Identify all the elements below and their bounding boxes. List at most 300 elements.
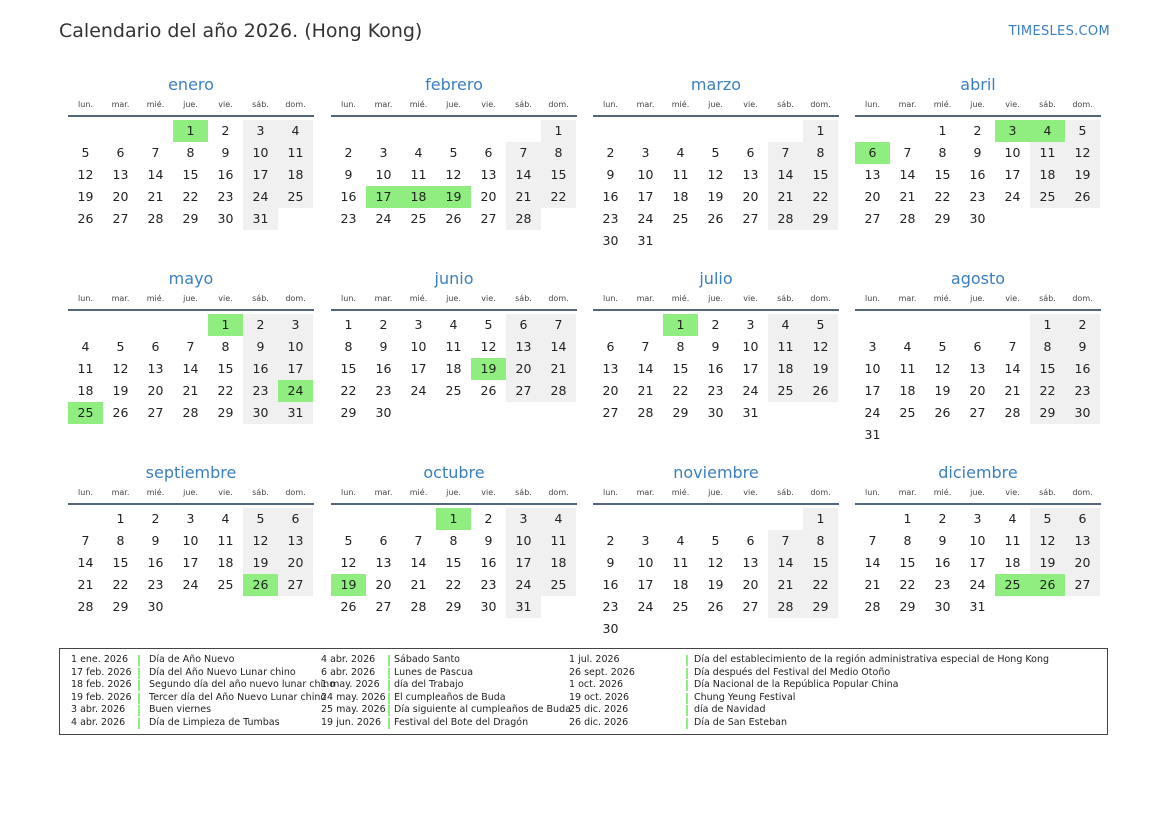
day-cell: 30 <box>217 211 234 226</box>
holiday-day-cell: 25 <box>995 574 1030 596</box>
empty-cell <box>138 120 173 142</box>
day-cell: 23 <box>147 577 164 592</box>
day-cell: 23 <box>1065 380 1100 402</box>
day-cell: 30 <box>480 599 497 614</box>
empty-cell <box>471 120 506 142</box>
day-cell: 4 <box>676 145 685 160</box>
month-mayo <box>68 268 314 424</box>
day-cell: 30 <box>1065 402 1100 424</box>
day-cell: 1 <box>116 511 125 526</box>
day-cell: 20 <box>742 189 759 204</box>
day-cell: 31 <box>742 405 759 420</box>
day-cell: 26 <box>77 211 94 226</box>
weekday-label: lun. <box>603 488 618 497</box>
day-cell: 9 <box>344 167 353 182</box>
day-cell: 4 <box>768 314 803 336</box>
day-cell: 6 <box>1065 508 1100 530</box>
day-cell: 27 <box>969 405 986 420</box>
day-cell: 28 <box>899 211 916 226</box>
weekday-label: lun. <box>341 488 356 497</box>
holiday-day-cell: 19 <box>471 358 506 380</box>
holiday-day-cell: 1 <box>208 314 243 336</box>
day-cell: 22 <box>112 577 129 592</box>
day-cell: 19 <box>803 358 838 380</box>
empty-cell <box>68 314 103 336</box>
holiday-date: 3 abr. 2026 <box>71 704 126 715</box>
day-cell: 17 <box>506 552 541 574</box>
day-cell: 26 <box>445 211 462 226</box>
holiday-marker <box>388 718 390 729</box>
day-cell: 12 <box>803 336 838 358</box>
brand-link[interactable]: TIMESLES.COM <box>1008 24 1110 39</box>
day-cell: 3 <box>506 508 541 530</box>
holiday-date: 4 abr. 2026 <box>71 716 126 728</box>
day-cell: 18 <box>672 189 689 204</box>
day-cell: 1 <box>903 511 912 526</box>
day-cell: 31 <box>864 427 881 442</box>
holiday-name: El cumpleaños de Buda <box>394 691 506 703</box>
day-cell: 8 <box>541 142 576 164</box>
month-name: abril <box>960 75 996 94</box>
weekday-label: jue. <box>446 488 461 497</box>
day-cell: 29 <box>112 599 129 614</box>
month-octubre <box>331 462 577 618</box>
day-cell: 20 <box>1065 552 1100 574</box>
day-grid <box>855 314 1101 446</box>
month-name: febrero <box>425 75 483 94</box>
day-cell: 5 <box>711 145 720 160</box>
holiday-marker <box>686 680 688 691</box>
day-cell: 19 <box>934 383 951 398</box>
day-cell: 24 <box>243 186 278 208</box>
weekday-label: lun. <box>603 100 618 109</box>
day-cell: 13 <box>969 361 986 376</box>
empty-cell <box>593 314 628 336</box>
holiday-marker <box>138 718 140 729</box>
day-cell: 5 <box>711 533 720 548</box>
day-cell: 11 <box>217 533 234 548</box>
day-cell: 12 <box>243 530 278 552</box>
day-cell: 28 <box>1004 405 1021 420</box>
weekday-label: sáb. <box>1039 294 1056 303</box>
month-name: diciembre <box>938 463 1018 482</box>
day-cell: 3 <box>243 120 278 142</box>
day-cell: 27 <box>742 211 759 226</box>
weekday-label: sáb. <box>777 488 794 497</box>
day-cell: 21 <box>637 383 654 398</box>
day-cell: 8 <box>344 339 353 354</box>
weekday-label: sáb. <box>777 294 794 303</box>
day-cell: 27 <box>602 405 619 420</box>
day-cell: 15 <box>541 164 576 186</box>
day-cell: 18 <box>899 383 916 398</box>
day-cell: 20 <box>480 189 497 204</box>
day-cell: 20 <box>278 552 313 574</box>
holiday-date: 25 dic. 2026 <box>569 704 629 715</box>
day-cell: 20 <box>864 189 881 204</box>
day-cell: 13 <box>278 530 313 552</box>
empty-cell <box>401 508 436 530</box>
day-cell: 30 <box>147 599 164 614</box>
day-cell: 24 <box>637 599 654 614</box>
empty-cell <box>401 120 436 142</box>
day-cell: 14 <box>77 555 94 570</box>
day-cell: 4 <box>676 533 685 548</box>
weekday-label: lun. <box>865 100 880 109</box>
day-cell: 22 <box>803 574 838 596</box>
day-cell: 28 <box>541 380 576 402</box>
weekday-label: jue. <box>708 488 723 497</box>
holiday-marker <box>138 668 140 679</box>
holiday-day-cell: 19 <box>436 186 471 208</box>
day-cell: 31 <box>278 402 313 424</box>
day-cell: 14 <box>637 361 654 376</box>
day-cell: 11 <box>278 142 313 164</box>
day-cell: 5 <box>344 533 353 548</box>
weekday-label: mié. <box>671 100 690 109</box>
day-cell: 18 <box>278 164 313 186</box>
day-cell: 14 <box>541 336 576 358</box>
day-cell: 15 <box>445 555 462 570</box>
weekday-header <box>331 485 577 505</box>
day-cell: 15 <box>112 555 129 570</box>
empty-cell <box>628 314 663 336</box>
day-cell: 19 <box>243 552 278 574</box>
day-cell: 5 <box>1030 508 1065 530</box>
day-cell: 3 <box>973 511 982 526</box>
day-cell: 16 <box>707 361 724 376</box>
day-cell: 19 <box>707 189 724 204</box>
day-cell: 15 <box>803 552 838 574</box>
day-cell: 22 <box>541 186 576 208</box>
page-title: Calendario del año 2026. (Hong Kong) <box>59 20 423 42</box>
day-cell: 13 <box>1065 530 1100 552</box>
weekday-label: dom. <box>810 488 831 497</box>
day-grid <box>593 314 839 424</box>
day-cell: 28 <box>768 208 803 230</box>
empty-cell <box>331 508 366 530</box>
day-cell: 10 <box>1004 145 1021 160</box>
weekday-label: dom. <box>548 488 569 497</box>
empty-cell <box>593 120 628 142</box>
empty-cell <box>628 120 663 142</box>
month-abril <box>855 74 1101 230</box>
day-cell: 10 <box>182 533 199 548</box>
weekday-label: vie. <box>218 100 233 109</box>
day-cell: 28 <box>506 208 541 230</box>
weekday-label: vie. <box>218 488 233 497</box>
day-cell: 7 <box>641 339 650 354</box>
day-cell: 11 <box>768 336 803 358</box>
month-name: agosto <box>950 269 1006 288</box>
weekday-label: jue. <box>970 100 985 109</box>
day-cell: 15 <box>934 167 951 182</box>
weekday-label: mar. <box>374 294 393 303</box>
day-cell: 11 <box>410 167 427 182</box>
day-cell: 29 <box>445 599 462 614</box>
holiday-date: 1 may. 2026 <box>321 679 380 690</box>
weekday-label: mar. <box>636 294 655 303</box>
day-cell: 29 <box>934 211 951 226</box>
weekday-label: jue. <box>708 100 723 109</box>
day-cell: 17 <box>864 383 881 398</box>
day-cell: 16 <box>375 361 392 376</box>
day-cell: 26 <box>112 405 129 420</box>
weekday-label: jue. <box>446 100 461 109</box>
empty-cell <box>890 314 925 336</box>
day-cell: 9 <box>606 555 615 570</box>
day-cell: 18 <box>1004 555 1021 570</box>
weekday-label: dom. <box>285 294 306 303</box>
day-cell: 28 <box>77 599 94 614</box>
day-cell: 9 <box>379 339 388 354</box>
holiday-day-cell: 3 <box>995 120 1030 142</box>
day-cell: 27 <box>278 574 313 596</box>
holiday-name: Día de Limpieza de Tumbas <box>149 716 280 728</box>
weekday-header <box>68 97 314 117</box>
empty-cell <box>593 508 628 530</box>
weekday-label: dom. <box>548 294 569 303</box>
day-cell: 2 <box>344 145 353 160</box>
day-cell: 10 <box>637 555 654 570</box>
weekday-label: mar. <box>374 100 393 109</box>
holiday-date: 25 may. 2026 <box>321 704 386 715</box>
day-cell: 12 <box>707 555 724 570</box>
day-cell: 23 <box>243 380 278 402</box>
day-cell: 20 <box>969 383 986 398</box>
day-cell: 16 <box>243 358 278 380</box>
day-grid <box>68 508 314 618</box>
day-cell: 2 <box>938 511 947 526</box>
empty-cell <box>925 314 960 336</box>
day-cell: 1 <box>541 120 576 142</box>
holiday-date: 19 feb. 2026 <box>71 691 132 703</box>
day-cell: 14 <box>768 164 803 186</box>
day-cell: 29 <box>217 405 234 420</box>
day-cell: 27 <box>147 405 164 420</box>
day-cell: 13 <box>742 167 759 182</box>
day-cell: 5 <box>116 339 125 354</box>
day-cell: 19 <box>707 577 724 592</box>
day-cell: 28 <box>864 599 881 614</box>
day-cell: 13 <box>742 555 759 570</box>
empty-cell <box>995 314 1030 336</box>
month-agosto <box>855 268 1101 446</box>
weekday-label: mar. <box>636 100 655 109</box>
day-cell: 4 <box>449 317 458 332</box>
weekday-label: sáb. <box>252 100 269 109</box>
month-name: enero <box>168 75 214 94</box>
day-cell: 17 <box>1004 167 1021 182</box>
weekday-label: sáb. <box>515 100 532 109</box>
day-cell: 17 <box>969 555 986 570</box>
day-grid <box>331 314 577 424</box>
day-cell: 6 <box>606 339 615 354</box>
empty-cell <box>960 314 995 336</box>
day-cell: 23 <box>602 211 619 226</box>
day-cell: 25 <box>768 380 803 402</box>
day-grid <box>593 508 839 640</box>
day-cell: 4 <box>221 511 230 526</box>
day-cell: 14 <box>410 555 427 570</box>
day-cell: 25 <box>445 383 462 398</box>
day-cell: 8 <box>903 533 912 548</box>
day-cell: 24 <box>182 577 199 592</box>
empty-cell <box>768 508 803 530</box>
weekday-header <box>855 291 1101 311</box>
day-cell: 6 <box>116 145 125 160</box>
day-grid <box>593 120 839 252</box>
day-cell: 8 <box>449 533 458 548</box>
day-cell: 17 <box>637 189 654 204</box>
weekday-label: dom. <box>1072 294 1093 303</box>
day-cell: 1 <box>344 317 353 332</box>
day-cell: 20 <box>375 577 392 592</box>
weekday-header <box>855 97 1101 117</box>
day-cell: 7 <box>186 339 195 354</box>
day-cell: 26 <box>1065 186 1100 208</box>
empty-cell <box>733 120 768 142</box>
month-name: marzo <box>690 75 742 94</box>
day-cell: 31 <box>969 599 986 614</box>
day-cell: 6 <box>151 339 160 354</box>
day-cell: 15 <box>340 361 357 376</box>
day-cell: 12 <box>480 339 497 354</box>
day-cell: 2 <box>711 317 720 332</box>
weekday-header <box>593 291 839 311</box>
day-cell: 15 <box>217 361 234 376</box>
day-cell: 14 <box>506 164 541 186</box>
empty-cell <box>663 120 698 142</box>
month-marzo <box>593 74 839 252</box>
holiday-date: 6 abr. 2026 <box>321 666 376 678</box>
day-cell: 5 <box>938 339 947 354</box>
day-cell: 25 <box>217 577 234 592</box>
weekday-label: jue. <box>183 294 198 303</box>
empty-cell <box>103 314 138 336</box>
day-cell: 14 <box>899 167 916 182</box>
holiday-name: Día del establecimiento de la región administrativa especial de Hong Kong <box>694 654 1049 665</box>
day-cell: 22 <box>182 189 199 204</box>
day-cell: 8 <box>803 530 838 552</box>
day-cell: 25 <box>672 211 689 226</box>
holiday-date: 19 oct. 2026 <box>569 691 630 703</box>
day-cell: 27 <box>375 599 392 614</box>
day-cell: 16 <box>217 167 234 182</box>
day-cell: 24 <box>410 383 427 398</box>
day-cell: 24 <box>969 577 986 592</box>
weekday-label: sáb. <box>515 488 532 497</box>
holiday-day-cell: 25 <box>68 402 103 424</box>
day-cell: 9 <box>221 145 230 160</box>
holiday-name: Día siguiente al cumpleaños de Buda <box>394 704 571 715</box>
holiday-marker <box>388 705 390 716</box>
day-cell: 25 <box>672 599 689 614</box>
holiday-day-cell: 1 <box>436 508 471 530</box>
empty-cell <box>855 120 890 142</box>
day-cell: 18 <box>217 555 234 570</box>
weekday-label: mié. <box>933 294 952 303</box>
holiday-name: día de Navidad <box>694 704 766 715</box>
holiday-name: Sábado Santo <box>394 654 460 665</box>
day-cell: 16 <box>934 555 951 570</box>
day-cell: 29 <box>899 599 916 614</box>
day-cell: 5 <box>484 317 493 332</box>
day-cell: 10 <box>637 167 654 182</box>
day-cell: 6 <box>973 339 982 354</box>
day-cell: 1 <box>803 120 838 142</box>
holiday-name: Día del Año Nuevo Lunar chino <box>149 666 296 678</box>
day-cell: 25 <box>541 574 576 596</box>
day-cell: 20 <box>742 577 759 592</box>
day-cell: 18 <box>1030 164 1065 186</box>
day-cell: 21 <box>899 189 916 204</box>
holiday-day-cell: 18 <box>401 186 436 208</box>
day-cell: 10 <box>278 336 313 358</box>
day-cell: 17 <box>410 361 427 376</box>
day-cell: 8 <box>676 339 685 354</box>
day-cell: 6 <box>379 533 388 548</box>
day-cell: 11 <box>672 555 689 570</box>
day-cell: 11 <box>1004 533 1021 548</box>
day-cell: 13 <box>602 361 619 376</box>
day-cell: 22 <box>1030 380 1065 402</box>
day-cell: 9 <box>484 533 493 548</box>
day-grid <box>331 120 577 230</box>
day-cell: 1 <box>938 123 947 138</box>
day-cell: 5 <box>449 145 458 160</box>
weekday-label: sáb. <box>1039 100 1056 109</box>
day-cell: 25 <box>278 186 313 208</box>
day-cell: 22 <box>899 577 916 592</box>
day-cell: 24 <box>742 383 759 398</box>
empty-cell <box>366 508 401 530</box>
weekday-label: dom. <box>548 100 569 109</box>
day-cell: 2 <box>973 123 982 138</box>
month-junio <box>331 268 577 424</box>
weekday-label: dom. <box>285 100 306 109</box>
day-cell: 9 <box>938 533 947 548</box>
weekday-label: vie. <box>218 294 233 303</box>
day-cell: 28 <box>147 211 164 226</box>
day-cell: 10 <box>742 339 759 354</box>
day-cell: 13 <box>147 361 164 376</box>
day-cell: 9 <box>606 167 615 182</box>
day-cell: 29 <box>803 208 838 230</box>
day-cell: 9 <box>973 145 982 160</box>
day-cell: 12 <box>77 167 94 182</box>
weekday-label: mar. <box>898 488 917 497</box>
day-cell: 7 <box>1008 339 1017 354</box>
day-cell: 22 <box>445 577 462 592</box>
day-cell: 3 <box>414 317 423 332</box>
day-cell: 15 <box>182 167 199 182</box>
day-cell: 28 <box>410 599 427 614</box>
day-cell: 23 <box>217 189 234 204</box>
weekday-label: mar. <box>898 294 917 303</box>
day-cell: 7 <box>414 533 423 548</box>
day-cell: 3 <box>186 511 195 526</box>
weekday-label: mié. <box>933 488 952 497</box>
month-enero <box>68 74 314 230</box>
day-cell: 23 <box>340 211 357 226</box>
weekday-label: vie. <box>1005 488 1020 497</box>
day-cell: 2 <box>379 317 388 332</box>
holiday-date: 26 sept. 2026 <box>569 666 635 678</box>
day-cell: 23 <box>707 383 724 398</box>
day-cell: 18 <box>672 577 689 592</box>
day-cell: 2 <box>606 533 615 548</box>
